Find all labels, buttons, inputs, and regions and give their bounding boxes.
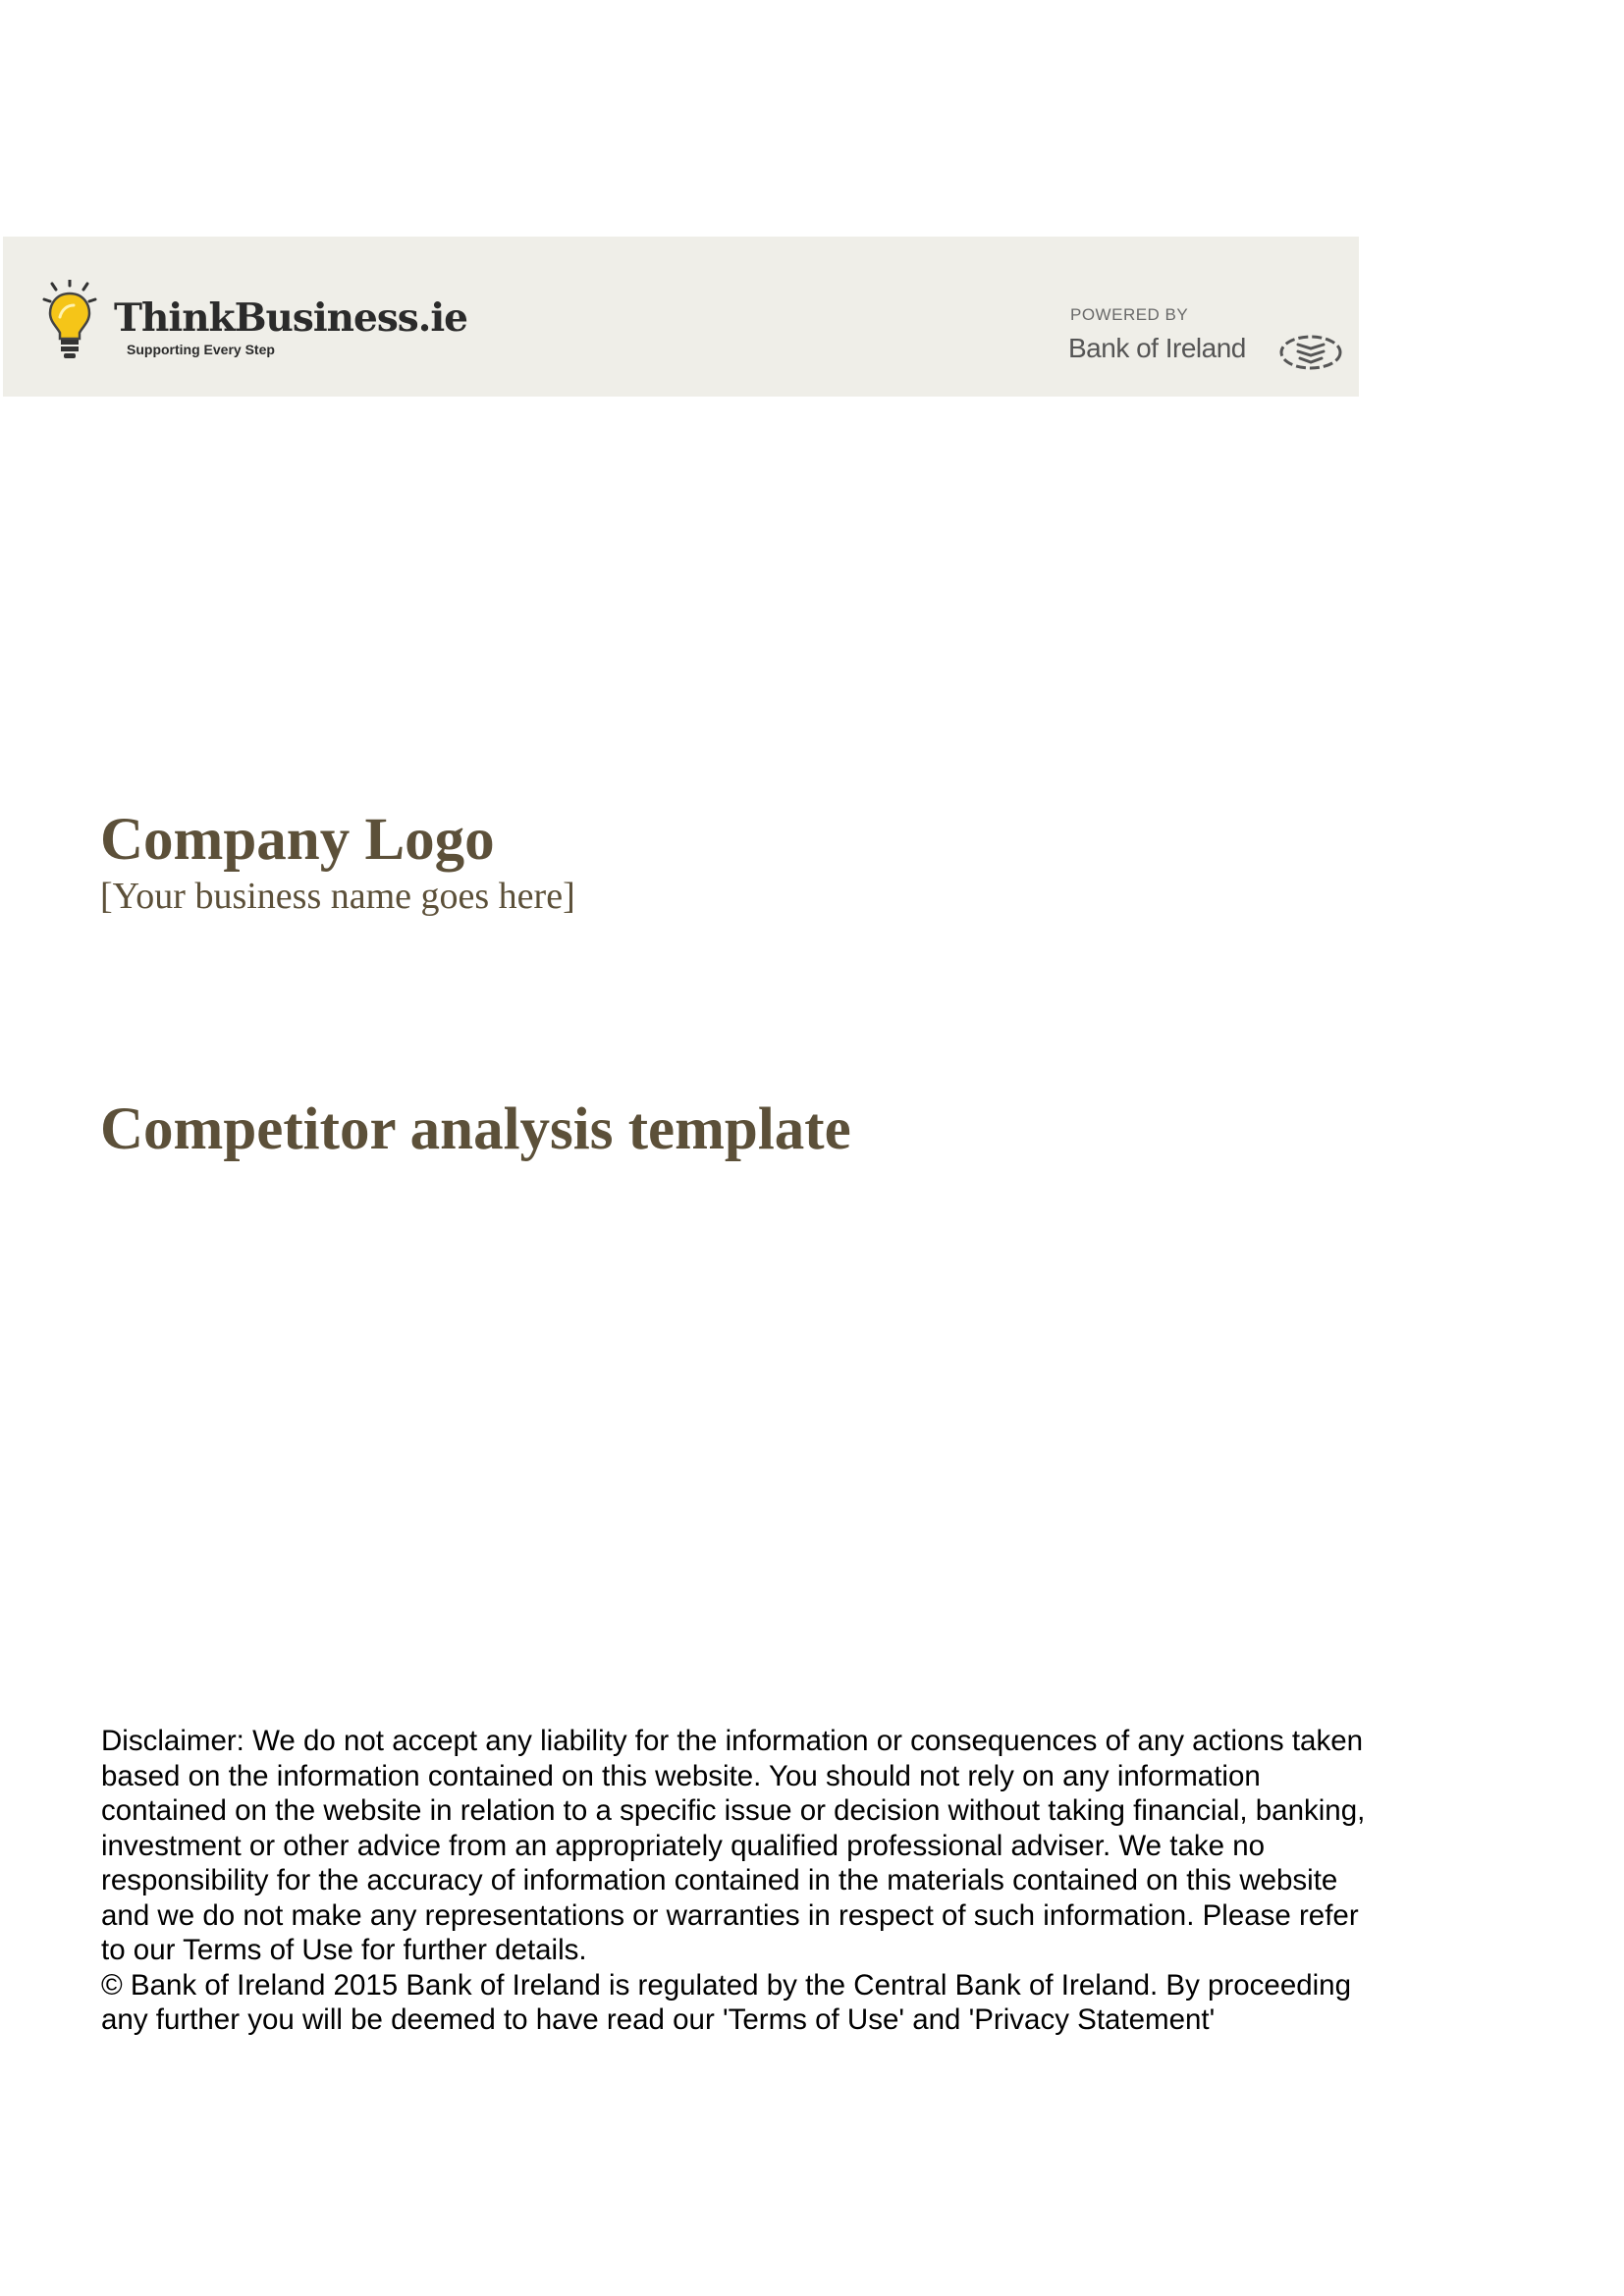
company-logo-placeholder: Company Logo bbox=[100, 807, 495, 873]
copyright-line: © Bank of Ireland 2015 Bank of Ireland is regulated by the Central Bank of Ireland. By proceeding bbox=[101, 1968, 1351, 2002]
powered-by-label: POWERED BY bbox=[1070, 305, 1189, 324]
lightbulb-icon bbox=[42, 280, 113, 368]
header-banner bbox=[3, 237, 1359, 397]
brand-name: ThinkBusiness.ie bbox=[114, 295, 467, 341]
document-title: Competitor analysis template bbox=[100, 1096, 851, 1162]
business-name-placeholder: [Your business name goes here] bbox=[100, 876, 575, 917]
copyright-line: any further you will be deemed to have read our 'Terms of Use' and 'Privacy Statement' bbox=[101, 2003, 1216, 2036]
disclaimer-line: responsibility for the accuracy of information contained in the materials contained on this website bbox=[101, 1864, 1338, 1896]
disclaimer-line: and we do not make any representations or warranties in respect of such information. Please refer bbox=[101, 1898, 1359, 1932]
disclaimer-line: to our Terms of Use for further details. bbox=[101, 1934, 587, 1966]
disclaimer-line: investment or other advice from an appropriately qualified professional adviser. We take no bbox=[101, 1829, 1266, 1862]
thinkbusiness-logo bbox=[42, 280, 494, 368]
powered-by-block bbox=[1068, 305, 1353, 374]
disclaimer-line: Disclaimer: We do not accept any liability for the information or consequences of any actions taken bbox=[101, 1725, 1364, 1757]
bank-name: Bank of Ireland bbox=[1068, 333, 1246, 363]
disclaimer-line: based on the information contained on this website. You should not rely on any information bbox=[101, 1759, 1261, 1792]
bank-of-ireland-logo-icon bbox=[1278, 333, 1343, 372]
disclaimer-text bbox=[101, 1724, 1476, 2038]
disclaimer-line: contained on the website in relation to a specific issue or decision without taking financial, banking, bbox=[101, 1794, 1366, 1827]
brand-tagline: Supporting Every Step bbox=[127, 342, 275, 357]
